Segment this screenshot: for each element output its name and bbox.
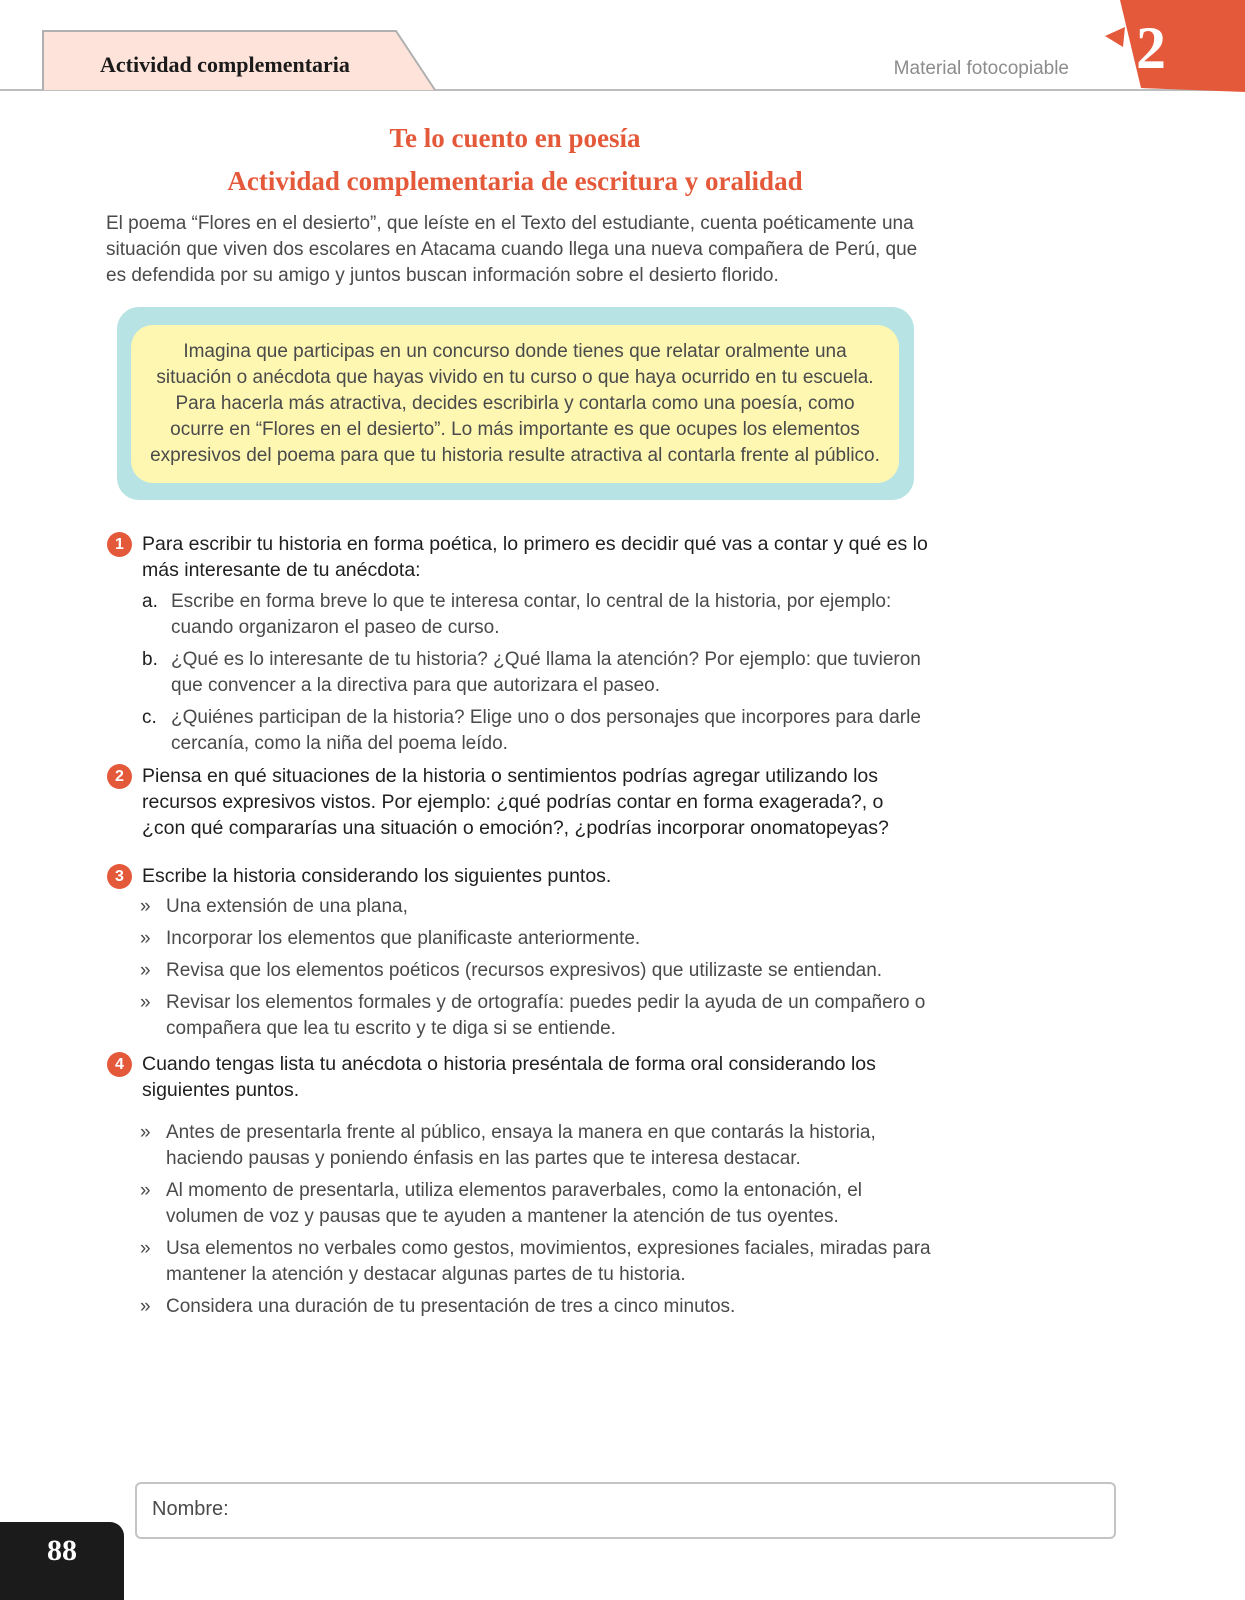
- bullet-marker: »: [140, 1122, 151, 1143]
- intro-paragraph: El poema “Flores en el desierto”, que leíste en el Texto del estudiante, cuenta poéticamente una situación que viven dos escolares en Atacama cuando llega una nueva compañera de Perú, que es defendida por su amigo y juntos buscan información sobre el desierto florido.: [106, 213, 918, 286]
- q4-bullet-3: Usa elementos no verbales como gestos, movimientos, expresiones faciales, miradas para mantener la atención y destacar algunas partes de tu historia.: [166, 1238, 931, 1285]
- bullet-marker: »: [140, 1180, 151, 1201]
- name-label: Nombre:: [152, 1498, 229, 1520]
- question-3-text: Escribe la historia considerando los siguientes puntos.: [142, 865, 612, 887]
- question-2-text: Piensa en qué situaciones de la historia o sentimientos podrías agregar utilizando los recursos expresivos vistos. Por ejemplo: ¿qué podrías contar en forma exagerada?, o ¿con qué compararías una situación o emoción?, ¿podrías incorporar onomatopeyas?: [142, 765, 889, 839]
- material-label: Material fotocopiable: [893, 58, 1069, 79]
- question-4-text: Cuando tengas lista tu anécdota o historia preséntala de forma oral considerando los siguientes puntos.: [142, 1053, 876, 1101]
- question-number-4: 4: [107, 1052, 132, 1077]
- bullet-marker: »: [140, 960, 151, 981]
- bullet-marker: »: [140, 992, 151, 1013]
- q3-bullet-4: Revisar los elementos formales y de ortografía: puedes pedir la ayuda de un compañero o compañera que lea tu escrito y te diga si se entiende.: [166, 992, 926, 1039]
- name-field[interactable]: [135, 1482, 1116, 1539]
- question-number-1: 1: [107, 532, 132, 557]
- item-a-text: Escribe en forma breve lo que te interesa contar, lo central de la historia, por ejemplo: cuando organizaron el paseo de curso.: [171, 591, 892, 638]
- header-tab-label: Actividad complementaria: [100, 52, 350, 77]
- item-b-text: ¿Qué es lo interesante de tu historia? ¿Qué llama la atención? Por ejemplo: que tuvieron que convencer a la directiva para que autorizara el paseo.: [171, 649, 921, 696]
- bullet-marker: »: [140, 928, 151, 949]
- question-number-3: 3: [107, 864, 132, 889]
- bullet-marker: »: [140, 896, 151, 917]
- page-title: Te lo cuento en poesía: [389, 123, 641, 153]
- unit-number: 2: [1136, 15, 1166, 81]
- item-c-text: ¿Quiénes participan de la historia? Elige uno o dos personajes que incorpores para darle cercanía, como la niña del poema leído.: [171, 707, 921, 754]
- q4-bullet-1: Antes de presentarla frente al público, ensaya la manera en que contarás la historia, haciendo pausas y poniendo énfasis en las partes que te interesa destacar.: [166, 1122, 876, 1169]
- q3-bullet-1: Una extensión de una plana,: [166, 896, 408, 917]
- q3-bullet-2: Incorporar los elementos que planificaste anteriormente.: [166, 928, 641, 949]
- page-number: 88: [47, 1534, 77, 1567]
- bullet-marker: »: [140, 1296, 151, 1317]
- q3-bullet-3: Revisa que los elementos poéticos (recursos expresivos) que utilizaste se entiendan.: [166, 960, 883, 981]
- q4-bullet-2: Al momento de presentarla, utiliza elementos paraverbales, como la entonación, el volumen de voz y pausas que te ayuden a mantener la atención de tus oyentes.: [166, 1180, 862, 1227]
- item-letter-a: a.: [142, 591, 158, 612]
- page-subtitle: Actividad complementaria de escritura y oralidad: [227, 166, 803, 196]
- question-number-2: 2: [107, 764, 132, 789]
- q4-bullet-4: Considera una duración de tu presentación de tres a cinco minutos.: [166, 1296, 736, 1317]
- question-1-text: Para escribir tu historia en forma poética, lo primero es decidir qué vas a contar y qué es lo más interesante de tu anécdota:: [142, 533, 928, 581]
- item-letter-c: c.: [142, 707, 157, 728]
- instruction-text: Imagina que participas en un concurso donde tienes que relatar oralmente una situación o anécdota que hayas vivido en tu curso o que haya ocurrido en tu escuela. Para hacerla más atractiva, decides escribirla y contarla como una poesía, como ocurre en “Flores en el desierto”. Lo más importante es que ocupes los elementos expresivos del poema para que tu historia resulte atractiva al contarla frente al público.: [150, 341, 880, 466]
- bullet-marker: »: [140, 1238, 151, 1259]
- item-letter-b: b.: [142, 649, 158, 670]
